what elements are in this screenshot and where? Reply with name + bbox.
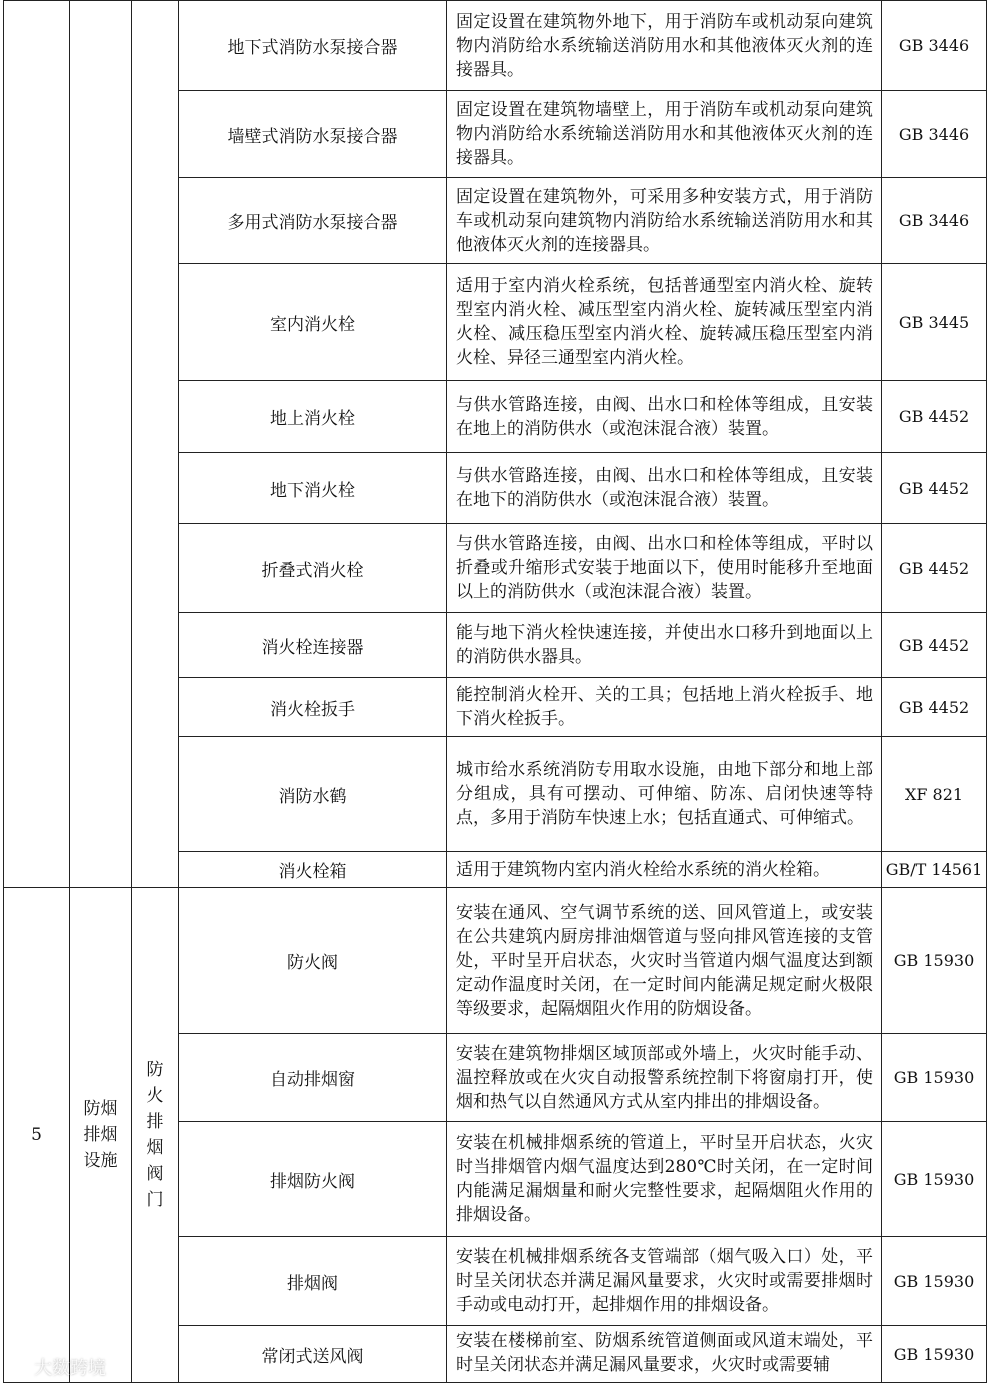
standard-code: GB 15930 [882, 1122, 987, 1237]
product-name: 常闭式送风阀 [179, 1326, 447, 1383]
standard-code: GB 3446 [882, 178, 987, 264]
weibo-logo-icon [8, 1358, 30, 1376]
standard-code: GB 15930 [882, 1034, 987, 1122]
product-description: 与供水管路连接，由阀、出水口和栓体等组成，且安装在地下的消防供水（或泡沫混合液）装置。 [447, 453, 882, 524]
product-description: 能与地下消火栓快速连接，并使出水口移升到地面以上的消防供水器具。 [447, 613, 882, 678]
subcategory-label: 防火排烟阀门 [146, 1060, 164, 1210]
product-name: 地上消火栓 [179, 381, 447, 453]
product-name: 防火阀 [179, 888, 447, 1034]
product-name: 折叠式消火栓 [179, 524, 447, 613]
watermark [8, 1354, 106, 1380]
standard-code: GB 4452 [882, 381, 987, 453]
standard-code: GB 4452 [882, 678, 987, 737]
product-name: 消火栓连接器 [179, 613, 447, 678]
section-number: 5 [4, 888, 70, 1383]
standard-code: GB 3446 [882, 91, 987, 178]
product-description: 安装在机械排烟系统的管道上，平时呈开启状态，火灾时当排烟管内烟气温度达到280℃时关闭，在一定时间内能满足漏烟量和耐火完整性要求，起隔烟阻火作用的排烟设备。 [447, 1122, 882, 1237]
product-name: 自动排烟窗 [179, 1034, 447, 1122]
product-description: 安装在建筑物排烟区域顶部或外墙上，火灾时能手动、温控释放或在火灾自动报警系统控制下将窗扇打开，使烟和热气以自然通风方式从室内排出的排烟设备。 [447, 1034, 882, 1122]
standard-code: GB 15930 [882, 1326, 987, 1383]
product-description: 与供水管路连接，由阀、出水口和栓体等组成，平时以折叠或升缩形式安装于地面以下，使用时能移升至地面以上的消防供水（或泡沫混合液）装置。 [447, 524, 882, 613]
product-description: 安装在楼梯前室、防烟系统管道侧面或风道末端处，平时呈关闭状态并满足漏风量要求，火灾时或需要辅 [447, 1326, 882, 1383]
standard-code: GB 4452 [882, 453, 987, 524]
product-description: 适用于室内消火栓系统，包括普通型室内消火栓、旋转型室内消火栓、减压型室内消火栓、旋转减压型室内消火栓、减压稳压型室内消火栓、旋转减压稳压型室内消火栓、异径三通型室内消火栓。 [447, 264, 882, 381]
category-cell-empty [70, 1, 132, 888]
product-name: 地下消火栓 [179, 453, 447, 524]
standard-code: GB 3445 [882, 264, 987, 381]
product-description: 城市给水系统消防专用取水设施，由地下部分和地上部分组成，具有可摆动、可伸缩、防冻、启闭快速等特点，多用于消防车快速上水；包括直通式、可伸缩式。 [447, 737, 882, 852]
product-name: 室内消火栓 [179, 264, 447, 381]
product-description: 适用于建筑物内室内消火栓给水系统的消火栓箱。 [447, 852, 882, 888]
standard-code: GB 3446 [882, 1, 987, 91]
product-name: 消火栓箱 [179, 852, 447, 888]
product-name: 排烟阀 [179, 1237, 447, 1326]
product-name: 排烟防火阀 [179, 1122, 447, 1237]
product-name: 消火栓扳手 [179, 678, 447, 737]
subcategory-cell-empty [132, 1, 179, 888]
product-description: 固定设置在建筑物外，可采用多种安装方式，用于消防车或机动泵向建筑物内消防给水系统输送消防用水和其他液体灭火剂的连接器具。 [447, 178, 882, 264]
product-name: 地下式消防水泵接合器 [179, 1, 447, 91]
watermark-text: 大数跨境 [34, 1358, 106, 1379]
table-row [4, 888, 987, 1034]
standard-code: GB 15930 [882, 888, 987, 1034]
standard-code: GB/T 14561 [882, 852, 987, 888]
serial-cell-empty [4, 1, 70, 888]
table-row [4, 1, 987, 91]
product-name: 墙壁式消防水泵接合器 [179, 91, 447, 178]
standard-code: XF 821 [882, 737, 987, 852]
product-name: 消防水鹤 [179, 737, 447, 852]
standard-code: GB 4452 [882, 524, 987, 613]
subcategory-cell [132, 888, 179, 1383]
product-description: 固定设置在建筑物墙壁上，用于消防车或机动泵向建筑物内消防给水系统输送消防用水和其他液体灭火剂的连接器具。 [447, 91, 882, 178]
product-description: 能控制消火栓开、关的工具；包括地上消火栓扳手、地下消火栓扳手。 [447, 678, 882, 737]
product-description: 与供水管路连接，由阀、出水口和栓体等组成，且安装在地上的消防供水（或泡沫混合液）装置。 [447, 381, 882, 453]
product-description: 固定设置在建筑物外地下，用于消防车或机动泵向建筑物内消防给水系统输送消防用水和其他液体灭火剂的连接器具。 [447, 1, 882, 91]
product-description: 安装在通风、空气调节系统的送、回风管道上，或安装在公共建筑内厨房排油烟管道与竖向排风管连接的支管处，平时呈开启状态，火灾时当管道内烟气温度达到额定动作温度时关闭，在一定时间内能满足规定耐火极限等级要求，起隔烟阻火作用的防烟设备。 [447, 888, 882, 1034]
standard-code: GB 4452 [882, 613, 987, 678]
standard-code: GB 15930 [882, 1237, 987, 1326]
product-description: 安装在机械排烟系统各支管端部（烟气吸入口）处，平时呈关闭状态并满足漏风量要求，火灾时或需要排烟时手动或电动打开，起排烟作用的排烟设备。 [447, 1237, 882, 1326]
category-cell [70, 888, 132, 1383]
product-name: 多用式消防水泵接合器 [179, 178, 447, 264]
category-label: 防烟排烟设施 [83, 1099, 118, 1171]
fire-equipment-table [3, 0, 987, 1383]
table-body-section-5 [4, 888, 987, 1383]
table-body-top [4, 1, 987, 888]
